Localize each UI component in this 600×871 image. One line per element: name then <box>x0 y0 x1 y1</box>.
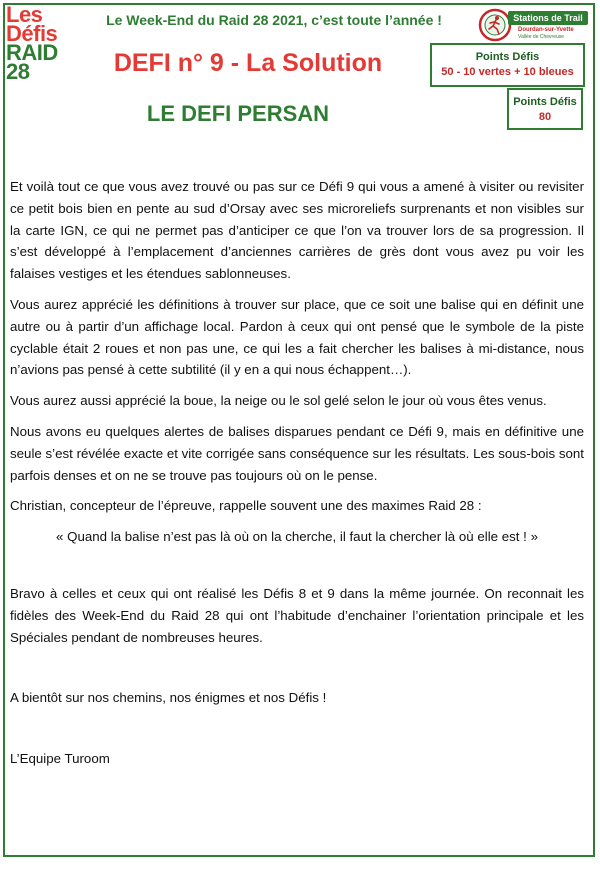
logo-sub-label-2: Vallée de Chevreuse <box>518 34 565 40</box>
les-defis-raid28-logo <box>6 2 70 85</box>
logo-brand-label: Stations de Trail <box>508 11 588 25</box>
page-title: DEFI n° 9 - La Solution <box>113 49 383 77</box>
points-label: Points Défis <box>513 96 577 108</box>
points-value: 50 - 10 vertes + 10 bleues <box>441 66 574 78</box>
paragraph-bravo: Bravo à celles et ceux qui ont réalisé les Défis 8 et 9 dans la même journée. On reconnait les fidèles des Week-End du Raid 28 qui ont l’habitude d’enchainer l’orientation principale et les Spéciales pendant de nombreuses heures. <box>10 585 584 645</box>
spacer <box>10 718 584 748</box>
article-body <box>10 176 584 779</box>
signature: L’Equipe Turoom <box>10 751 110 767</box>
logo-sub-label-1: Dourdan-sur-Yvette <box>518 27 574 33</box>
paragraph-weather: Vous aurez aussi apprécié la boue, la neige ou le sol gelé selon le jour où vous êtes venus. <box>10 393 547 409</box>
runner-emblem-icon <box>478 8 512 42</box>
points-box-1 <box>430 43 585 87</box>
paragraph-closing: A bientôt sur nos chemins, nos énigmes et nos Défis ! <box>10 690 327 706</box>
paragraph-alerts: Nous avons eu quelques alertes de balises disparues pendant ce Défi 9, mais en définitive une seule s’est révélée exacte et vite corrigée sans conséquence sur les résultats. Les sous-bois sont parfois denses et on ne se trouve pas toujours où on le pense. <box>10 423 584 483</box>
logo-line-4: 28 <box>6 59 30 84</box>
paragraph-intro: Et voilà tout ce que vous avez trouvé ou pas sur ce Défi 9 qui vous a amené à visiter ou revisiter ce petit bois bien en pente au sud d’Orsay avec ses microreliefs surprenants et non visibles sur la carte IGN, ce qui ne permet pas d’anticiper ce que l’on va trouver lors de sa progression. Il s’est développé à l’emplacement d’anciennes carrières de grès dont vous avez pu voir les falaises vestiges et les étendues sablonneuses. <box>10 179 584 282</box>
points-box-2 <box>507 88 583 130</box>
points-label: Points Défis <box>475 51 540 63</box>
points-value: 80 <box>538 111 552 123</box>
spacer <box>10 657 584 687</box>
maxim-quote: « Quand la balise n’est pas là où on la cherche, il faut la chercher là où elle est ! » <box>56 529 538 545</box>
spacer <box>10 557 584 583</box>
paragraph-christian: Christian, concepteur de l’épreuve, rappelle souvent une des maximes Raid 28 : <box>10 498 482 514</box>
paragraph-definitions: Vous aurez apprécié les définitions à trouver sur place, que ce soit une balise qui en définit une autre ou à partir d’un affichage local. Pardon à ceux qui ont pensé que le symbole de la piste cyclable était 2 roues et non pas une, ce qui les a fait chercher les balises à mi-distance, nous n’avions pas pensé à cette subtilité (il y en a qui nous échappent…). <box>10 296 584 378</box>
logo-line-2: Défis <box>6 21 58 46</box>
logo-line-3: RAID <box>6 40 58 65</box>
header-tagline: Le Week-End du Raid 28 2021, c’est toute l’année ! <box>106 12 442 28</box>
stations-de-trail-logo <box>478 8 590 42</box>
logo-line-1: Les <box>6 2 43 27</box>
page-subtitle: LE DEFI PERSAN <box>146 101 330 126</box>
